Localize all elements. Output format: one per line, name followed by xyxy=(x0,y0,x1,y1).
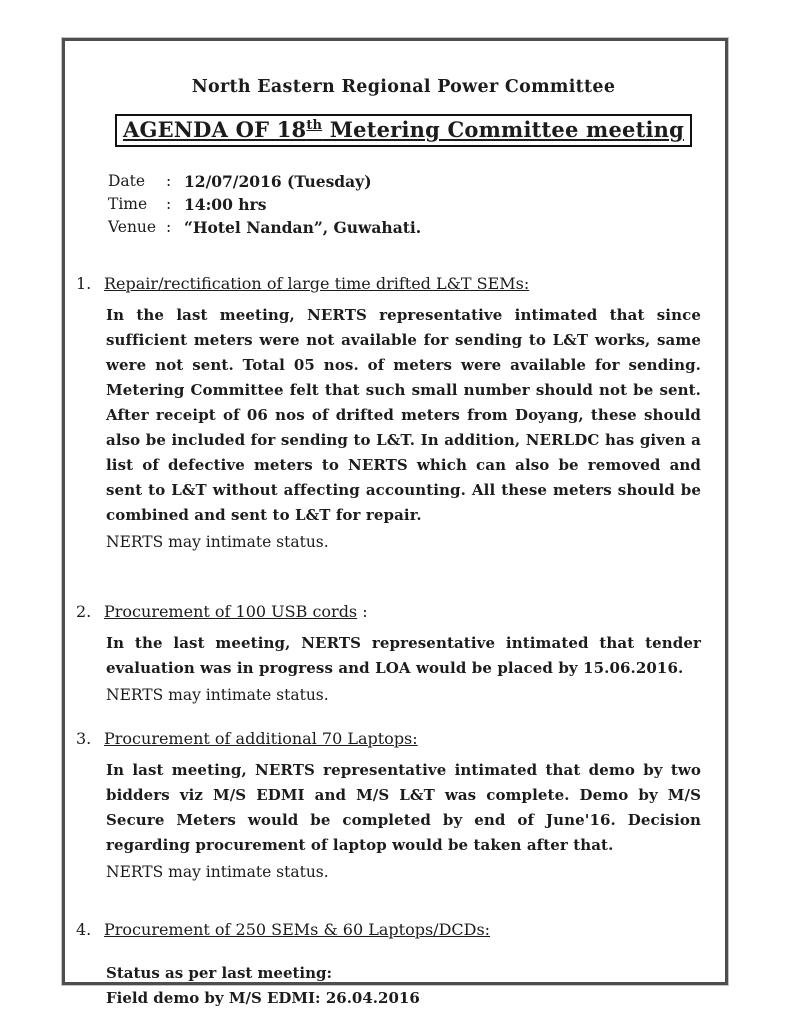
agenda-item-2-body: In the last meeting, NERTS representative intimated that tender evaluation was in progress and LOA would be placed by 15.06.2016. xyxy=(106,634,701,677)
agenda-item-2 xyxy=(76,601,701,708)
agenda-item-1 xyxy=(76,273,701,555)
agenda-item-1-heading xyxy=(76,273,701,295)
agenda-item-2-heading xyxy=(76,601,701,623)
agenda-item-4 xyxy=(76,919,701,1011)
agenda-item-2-number: 2. xyxy=(76,602,92,621)
agenda-item-3-title: Procurement of additional 70 Laptops: xyxy=(104,729,418,748)
organization-title: North Eastern Regional Power Committee xyxy=(191,77,616,97)
venue-value: “Hotel Nandan”, Guwahati. xyxy=(184,218,422,237)
agenda-item-4-body xyxy=(106,961,701,1011)
agenda-title-box xyxy=(115,114,692,147)
agenda-item-4-heading xyxy=(76,919,701,941)
venue-label: Venue xyxy=(108,218,157,236)
time-separator: : xyxy=(166,195,172,213)
status-as-per-last-meeting-line: Status as per last meeting: xyxy=(106,964,333,982)
time-label: Time xyxy=(108,195,148,213)
agenda-item-1-title: Repair/rectification of large time drifted L&T SEMs: xyxy=(104,274,530,293)
field-demo-line: Field demo by M/S EDMI: 26.04.2016 xyxy=(106,989,420,1007)
agenda-item-2-status: NERTS may intimate status. xyxy=(106,686,329,704)
agenda-item-3 xyxy=(76,728,701,885)
agenda-item-1-number: 1. xyxy=(76,274,92,293)
agenda-item-4-title: Procurement of 250 SEMs & 60 Laptops/DCDs: xyxy=(104,920,491,939)
agenda-item-3-heading xyxy=(76,728,701,750)
agenda-title-superscript: th xyxy=(306,118,323,133)
document-border-frame xyxy=(62,38,728,1007)
agenda-sections xyxy=(76,273,701,1011)
document-content xyxy=(65,77,725,1018)
agenda-item-2-title: Procurement of 100 USB cords xyxy=(104,602,358,621)
date-value: 12/07/2016 (Tuesday) xyxy=(184,172,372,191)
meta-row-time xyxy=(108,193,701,216)
agenda-item-3-number: 3. xyxy=(76,729,92,748)
venue-separator: : xyxy=(166,218,172,236)
agenda-item-3-status: NERTS may intimate status. xyxy=(106,863,329,881)
agenda-item-3-body: In last meeting, NERTS representative intimated that demo by two bidders viz M/S EDMI and M/S L&T was complete. Demo by M/S Secure Meters would be completed by end of June'16. Decision regarding procurement of laptop would be taken after that. xyxy=(106,761,701,854)
meta-row-date xyxy=(108,170,701,193)
date-separator: : xyxy=(166,172,172,190)
agenda-item-2-title-suffix: : xyxy=(357,602,368,621)
meta-row-venue xyxy=(108,216,701,239)
time-value: 14:00 hrs xyxy=(184,195,267,214)
agenda-item-1-status: NERTS may intimate status. xyxy=(106,533,329,551)
agenda-item-1-body: In the last meeting, NERTS representative intimated that since sufficient meters were not available for sending to L&T works, same were not sent. Total 05 nos. of meters were available for sending. Metering Committee felt that such small number should not be sent. After receipt of 06 nos of drifted meters from Doyang, these should also be included for sending to L&T. In addition, NERLDC has given a list of defective meters to NERTS which can also be removed and sent to L&T without affecting accounting. All these meters should be combined and sent to L&T for repair. xyxy=(106,306,701,524)
agenda-item-4-number: 4. xyxy=(76,920,92,939)
date-label: Date xyxy=(108,172,146,190)
agenda-title-row xyxy=(106,114,701,147)
agenda-title-suffix: Metering Committee meeting xyxy=(322,117,685,142)
agenda-title-prefix: AGENDA OF 18 xyxy=(122,117,307,142)
meeting-meta-block xyxy=(108,170,701,239)
